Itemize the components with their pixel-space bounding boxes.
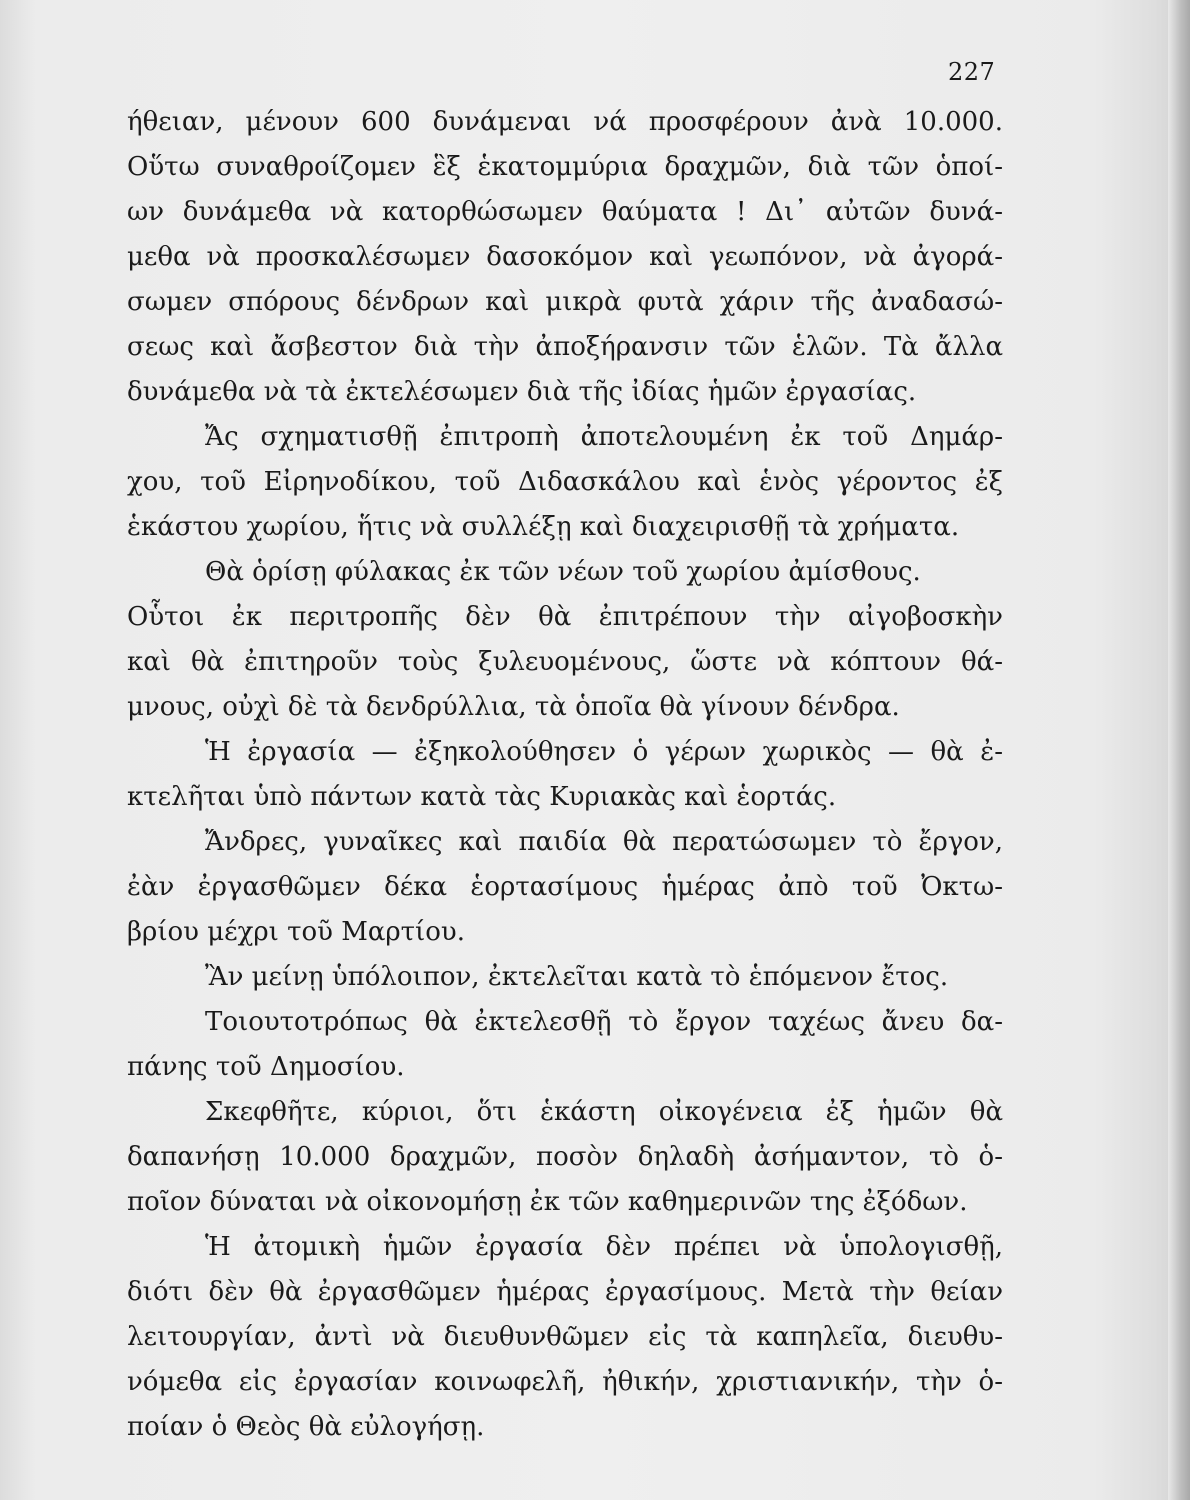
text-line: Οὕτω συναθροίζομεν ἓξ ἑκατομμύρια δραχμῶν, διὰ τῶν ὁποί-: [127, 152, 1003, 182]
text-line: νόμεθα εἰς ἐργασίαν κοινωφελῆ, ἠθικήν, χριστιανικήν, τὴν ὁ-: [127, 1367, 1003, 1397]
text-line: δυνάμεθα νὰ τὰ ἐκτελέσωμεν διὰ τῆς ἰδίας ἡμῶν ἐργασίας.: [127, 377, 917, 407]
text-line: δαπανήσῃ 10.000 δραχμῶν, ποσὸν δηλαδὴ ἀσήμαντον, τὸ ὁ-: [127, 1142, 1003, 1172]
text-line: σωμεν σπόρους δένδρων καὶ μικρὰ φυτὰ χάριν τῆς ἀναδασώ-: [127, 287, 1003, 317]
text-line: καὶ θὰ ἐπιτηροῦν τοὺς ξυλευομένους, ὥστε νὰ κόπτουν θά-: [127, 647, 1003, 677]
text-line: Σκεφθῆτε, κύριοι, ὅτι ἑκάστη οἰκογένεια ἐξ ἡμῶν θὰ: [205, 1097, 1003, 1127]
body-text: [127, 100, 1003, 1450]
text-line: Ἡ ἐργασία — ἐξηκολούθησεν ὁ γέρων χωρικὸς — θὰ ἐ-: [205, 737, 1003, 767]
text-line: ήθειαν, μένουν 600 δυνάμεναι νά προσφέρουν ἀνὰ 10.000.: [127, 107, 1003, 137]
text-line: λειτουργίαν, ἀντὶ νὰ διευθυνθῶμεν εἰς τὰ καπηλεῖα, διευθυ-: [127, 1322, 1003, 1352]
text-line: μνους, οὐχὶ δὲ τὰ δενδρύλλια, τὰ ὁποῖα θὰ γίνουν δένδρα.: [127, 692, 900, 722]
text-line: Ἡ ἀτομικὴ ἡμῶν ἐργασία δὲν πρέπει νὰ ὑπολογισθῇ,: [205, 1232, 1003, 1262]
text-line: Οὗτοι ἐκ περιτροπῆς δὲν θὰ ἐπιτρέπουν τὴν αἰγοβοσκὴν: [127, 602, 1003, 632]
text-line: ἐὰν ἐργασθῶμεν δέκα ἑορτασίμους ἡμέρας ἀπὸ τοῦ Ὀκτω-: [127, 872, 1003, 902]
text-line: μεθα νὰ προσκαλέσωμεν δασοκόμον καὶ γεωπόνον, νὰ ἀγορά-: [127, 242, 1003, 272]
text-line: κτελῆται ὑπὸ πάντων κατὰ τὰς Κυριακὰς καὶ ἑορτάς.: [127, 782, 837, 812]
text-line: Ἄς σχηματισθῇ ἐπιτροπὴ ἀποτελουμένη ἐκ τοῦ Δημάρ-: [205, 422, 1003, 452]
text-line: ων δυνάμεθα νὰ κατορθώσωμεν θαύματα ! Δι᾽ αὐτῶν δυνά-: [127, 197, 1003, 227]
text-line: Τοιουτοτρόπως θὰ ἐκτελεσθῇ τὸ ἔργον ταχέως ἄνευ δα-: [205, 1007, 1003, 1037]
text-line: Ἄνδρες, γυναῖκες καὶ παιδία θὰ περατώσωμεν τὸ ἔργον,: [205, 827, 1003, 857]
text-line: ποῖον δύναται νὰ οἰκονομήσῃ ἐκ τῶν καθημερινῶν της ἐξόδων.: [127, 1187, 968, 1217]
page-edge-shadow: [1168, 0, 1190, 1500]
text-line: πάνης τοῦ Δημοσίου.: [127, 1052, 405, 1082]
text-line: ἑκάστου χωρίου, ἥτις νὰ συλλέξῃ καὶ διαχειρισθῇ τὰ χρήματα.: [127, 512, 960, 542]
text-line: Θὰ ὁρίσῃ φύλακας ἐκ τῶν νέων τοῦ χωρίου ἀμίσθους.: [205, 557, 921, 587]
text-line: Ἂν μείνῃ ὑπόλοιπον, ἐκτελεῖται κατὰ τὸ ἑπόμενον ἔτος.: [205, 962, 949, 992]
text-line: διότι δὲν θὰ ἐργασθῶμεν ἡμέρας ἐργασίμους. Μετὰ τὴν θείαν: [127, 1277, 1003, 1307]
text-line: χου, τοῦ Εἰρηνοδίκου, τοῦ Διδασκάλου καὶ ἑνὸς γέροντος ἐξ: [127, 467, 1003, 497]
page-number: 227: [948, 58, 996, 86]
text-line: σεως καὶ ἄσβεστον διὰ τὴν ἀποξήρανσιν τῶν ἑλῶν. Τὰ ἄλλα: [127, 332, 1003, 362]
text-line: ποίαν ὁ Θεὸς θὰ εὐλογήσῃ.: [127, 1412, 485, 1442]
text-line: βρίου μέχρι τοῦ Μαρτίου.: [127, 917, 465, 947]
